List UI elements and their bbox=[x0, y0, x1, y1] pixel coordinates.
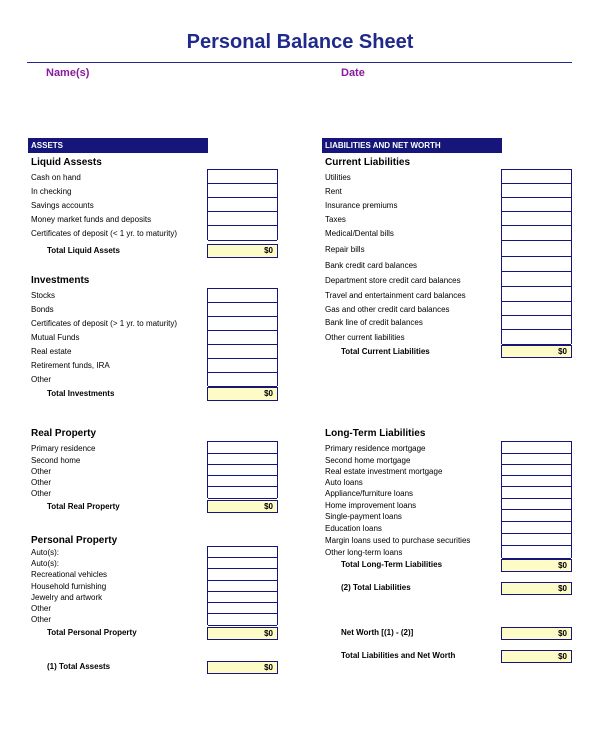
net-worth-label: Net Worth [(1) - (2)] bbox=[341, 628, 414, 637]
input-cell[interactable] bbox=[502, 522, 571, 534]
list-item: In checking bbox=[31, 187, 72, 196]
input-cell[interactable] bbox=[208, 373, 277, 387]
input-cell[interactable] bbox=[208, 345, 277, 359]
input-cell[interactable] bbox=[502, 546, 571, 559]
personal-property-inputs[interactable] bbox=[207, 546, 278, 625]
total-assets-value: $0 bbox=[207, 661, 278, 674]
investments-inputs[interactable] bbox=[207, 288, 278, 386]
list-item: Appliance/furniture loans bbox=[325, 489, 414, 498]
real-property-heading: Real Property bbox=[31, 428, 97, 439]
investments-heading: Investments bbox=[31, 275, 90, 286]
input-cell[interactable] bbox=[502, 184, 571, 198]
list-item: Bank line of credit balances bbox=[325, 318, 423, 327]
input-cell[interactable] bbox=[208, 331, 277, 345]
input-cell[interactable] bbox=[208, 569, 277, 581]
current-liabilities-inputs[interactable] bbox=[501, 169, 572, 344]
input-cell[interactable] bbox=[208, 226, 277, 241]
list-item: Other bbox=[31, 604, 52, 613]
list-item: Bonds bbox=[31, 305, 54, 314]
input-cell[interactable] bbox=[208, 603, 277, 614]
total-real-property-value: $0 bbox=[207, 500, 278, 513]
list-item: Money market funds and deposits bbox=[31, 215, 152, 224]
input-cell[interactable] bbox=[208, 547, 277, 558]
list-item: Savings accounts bbox=[31, 201, 94, 210]
input-cell[interactable] bbox=[208, 581, 277, 592]
input-cell[interactable] bbox=[502, 330, 571, 345]
input-cell[interactable] bbox=[208, 614, 277, 626]
input-cell[interactable] bbox=[502, 476, 571, 487]
list-item: Other bbox=[31, 478, 52, 487]
total-liquid-assets-label: Total Liquid Assets bbox=[47, 246, 120, 255]
total-liabilities-label: (2) Total Liabilities bbox=[341, 583, 411, 592]
total-liabilities-value: $0 bbox=[501, 582, 572, 595]
input-cell[interactable] bbox=[502, 316, 571, 330]
list-item: Other current liabilities bbox=[325, 333, 405, 342]
current-liabilities-heading: Current Liabilities bbox=[325, 157, 411, 168]
input-cell[interactable] bbox=[208, 592, 277, 603]
list-item: Certificates of deposit (< 1 yr. to maturity) bbox=[31, 229, 178, 238]
input-cell[interactable] bbox=[208, 170, 277, 184]
total-investments-value: $0 bbox=[207, 387, 278, 401]
input-cell[interactable] bbox=[208, 317, 277, 331]
total-investments-label: Total Investments bbox=[47, 389, 115, 398]
input-cell[interactable] bbox=[502, 465, 571, 476]
input-cell[interactable] bbox=[208, 303, 277, 317]
list-item: Stocks bbox=[31, 291, 56, 300]
list-item: Rent bbox=[325, 187, 342, 196]
list-item: Auto(s): bbox=[31, 548, 60, 557]
list-item: Other bbox=[31, 375, 52, 384]
date-label: Date bbox=[341, 67, 365, 79]
input-cell[interactable] bbox=[502, 442, 571, 454]
liabilities-bar: LIABILITIES AND NET WORTH bbox=[322, 138, 502, 153]
list-item: Auto loans bbox=[325, 478, 363, 487]
list-item: Education loans bbox=[325, 524, 382, 533]
total-assets-label: (1) Total Assests bbox=[47, 662, 111, 671]
input-cell[interactable] bbox=[502, 534, 571, 546]
total-liquid-assets-value: $0 bbox=[207, 244, 278, 258]
input-cell[interactable] bbox=[208, 442, 277, 454]
input-cell[interactable] bbox=[502, 272, 571, 287]
list-item: Certificates of deposit (> 1 yr. to maturity) bbox=[31, 319, 178, 328]
input-cell[interactable] bbox=[502, 499, 571, 510]
list-item: Primary residence bbox=[31, 444, 96, 453]
total-liabilities-net-worth-label: Total Liabilities and Net Worth bbox=[341, 651, 456, 660]
input-cell[interactable] bbox=[502, 510, 571, 522]
net-worth-value: $0 bbox=[501, 627, 572, 640]
list-item: Primary residence mortgage bbox=[325, 444, 426, 453]
total-long-term-liabilities-value: $0 bbox=[501, 559, 572, 572]
list-item: Auto(s): bbox=[31, 559, 60, 568]
input-cell[interactable] bbox=[502, 454, 571, 465]
total-current-liabilities-value: $0 bbox=[501, 345, 572, 358]
list-item: Single-payment loans bbox=[325, 512, 402, 521]
list-item: Other bbox=[31, 615, 52, 624]
input-cell[interactable] bbox=[502, 212, 571, 226]
list-item: Bank credit card balances bbox=[325, 261, 418, 270]
list-item: Other long-term loans bbox=[325, 548, 403, 557]
input-cell[interactable] bbox=[502, 287, 571, 302]
liquid-assets-inputs[interactable] bbox=[207, 169, 278, 240]
liquid-assets-heading: Liquid Assests bbox=[31, 157, 102, 168]
assets-bar: ASSETS bbox=[28, 138, 208, 153]
total-liabilities-net-worth-value: $0 bbox=[501, 650, 572, 663]
input-cell[interactable] bbox=[208, 558, 277, 569]
list-item: Second home bbox=[31, 456, 81, 465]
input-cell[interactable] bbox=[502, 302, 571, 316]
list-item: Mutual Funds bbox=[31, 333, 80, 342]
input-cell[interactable] bbox=[208, 487, 277, 499]
total-personal-property-label: Total Personal Property bbox=[47, 628, 137, 637]
input-cell[interactable] bbox=[208, 212, 277, 226]
total-long-term-liabilities-label: Total Long-Term Liabilities bbox=[341, 560, 443, 569]
names-label: Name(s) bbox=[46, 67, 90, 79]
list-item: Repair bills bbox=[325, 245, 365, 254]
real-property-inputs[interactable] bbox=[207, 441, 278, 498]
list-item: Other bbox=[31, 467, 52, 476]
input-cell[interactable] bbox=[208, 359, 277, 373]
input-cell[interactable] bbox=[208, 184, 277, 198]
list-item: Travel and entertainment card balances bbox=[325, 291, 466, 300]
list-item: Retirement funds, IRA bbox=[31, 361, 110, 370]
total-personal-property-value: $0 bbox=[207, 627, 278, 640]
input-cell[interactable] bbox=[502, 198, 571, 212]
list-item: Home improvement loans bbox=[325, 501, 417, 510]
list-item: Utilities bbox=[325, 173, 351, 182]
list-item: Jewelry and artwork bbox=[31, 593, 103, 602]
input-cell[interactable] bbox=[502, 257, 571, 272]
total-real-property-label: Total Real Property bbox=[47, 502, 120, 511]
input-cell[interactable] bbox=[208, 198, 277, 212]
list-item: Gas and other credit card balances bbox=[325, 305, 450, 314]
list-item: Real estate investment mortgage bbox=[325, 467, 443, 476]
input-cell[interactable] bbox=[502, 226, 571, 241]
input-cell[interactable] bbox=[208, 289, 277, 303]
input-cell[interactable] bbox=[208, 476, 277, 487]
list-item: Recreational vehicles bbox=[31, 570, 108, 579]
list-item: Second home mortgage bbox=[325, 456, 411, 465]
list-item: Real estate bbox=[31, 347, 72, 356]
list-item: Taxes bbox=[325, 215, 346, 224]
list-item: Household furnishing bbox=[31, 582, 107, 591]
long-term-liabilities-heading: Long-Term Liabilities bbox=[325, 428, 426, 439]
page-title: Personal Balance Sheet bbox=[186, 31, 414, 53]
list-item: Insurance premiums bbox=[325, 201, 398, 210]
personal-property-heading: Personal Property bbox=[31, 535, 118, 546]
list-item: Department store credit card balances bbox=[325, 276, 461, 285]
title-rule bbox=[27, 62, 572, 63]
list-item: Cash on hand bbox=[31, 173, 81, 182]
list-item: Other bbox=[31, 489, 52, 498]
long-term-liabilities-inputs[interactable] bbox=[501, 441, 572, 558]
input-cell[interactable] bbox=[502, 487, 571, 499]
input-cell[interactable] bbox=[502, 241, 571, 257]
input-cell[interactable] bbox=[208, 465, 277, 476]
input-cell[interactable] bbox=[208, 454, 277, 465]
list-item: Medical/Dental bills bbox=[325, 229, 394, 238]
list-item: Margin loans used to purchase securities bbox=[325, 536, 471, 545]
input-cell[interactable] bbox=[502, 170, 571, 184]
total-current-liabilities-label: Total Current Liabilities bbox=[341, 347, 430, 356]
